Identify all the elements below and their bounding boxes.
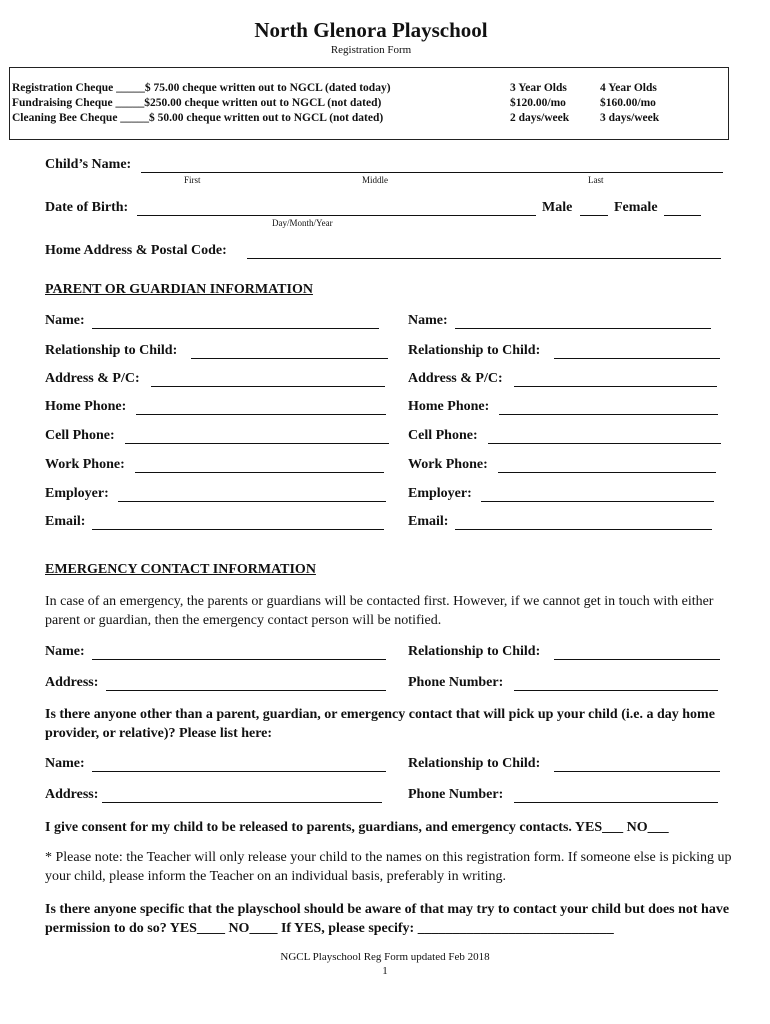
emergency-address-label: Address: [45,675,99,690]
parent1-address-label: Address & P/C: [45,371,140,386]
female-label: Female [614,200,658,215]
emergency-name-label: Name: [45,644,85,659]
pickup-relationship-field[interactable] [554,771,720,772]
three-year-label: 3 Year Olds [510,82,567,94]
parent2-name-label: Name: [408,313,448,328]
child-last-hint: Last [588,175,604,185]
parent1-cell-phone-label: Cell Phone: [45,428,115,443]
parent2-relationship-field[interactable] [554,358,720,359]
fees-box [9,67,729,140]
three-year-days: 2 days/week [510,112,570,124]
male-label: Male [542,200,573,215]
three-year-price: $120.00/mo [510,97,566,109]
parent1-work-phone-label: Work Phone: [45,457,125,472]
parent1-work-phone-field[interactable] [135,472,384,473]
dob-hint: Day/Month/Year [272,218,333,228]
parent1-cell-phone-field[interactable] [125,443,389,444]
pickup-relationship-label: Relationship to Child: [408,756,541,771]
four-year-label: 4 Year Olds [600,82,657,94]
child-name-field[interactable] [141,172,723,173]
emergency-heading: EMERGENCY CONTACT INFORMATION [45,562,316,577]
parent2-address-label: Address & P/C: [408,371,503,386]
parent1-employer-field[interactable] [118,501,386,502]
parent1-name-field[interactable] [92,328,379,329]
parent2-cell-phone-label: Cell Phone: [408,428,478,443]
parent2-home-phone-label: Home Phone: [408,399,490,414]
four-year-price: $160.00/mo [600,97,656,109]
parent1-email-label: Email: [45,514,86,529]
page-number: 1 [382,965,388,977]
child-first-hint: First [184,175,201,185]
four-year-days: 3 days/week [600,112,660,124]
female-field[interactable] [664,215,701,216]
pickup-address-label: Address: [45,787,99,802]
fee-line-registration: Registration Cheque _____$ 75.00 cheque written out to NGCL (dated today) [12,82,391,94]
parent2-email-field[interactable] [455,529,712,530]
emergency-intro: In case of an emergency, the parents or guardians will be contacted first. However, if we cannot get in touch with either parent or guardian, then the emergency contact person will be notified. [45,594,714,628]
parent-heading: PARENT OR GUARDIAN INFORMATION [45,282,313,297]
parent2-employer-label: Employer: [408,486,472,501]
parent2-work-phone-label: Work Phone: [408,457,488,472]
consent-statement: I give consent for my child to be released to parents, guardians, and emergency contacts. YES___ NO___ [45,820,669,835]
parent1-address-field[interactable] [151,386,385,387]
emergency-relationship-field[interactable] [554,659,720,660]
child-name-label: Child’s Name: [45,157,132,172]
release-note: * Please note: the Teacher will only release your child to the names on this registration form. If someone else is picking up your child, please inform the Teacher on an individual basis, preferably in writing. [45,850,732,884]
emergency-phone-field[interactable] [514,690,718,691]
page-title: North Glenora Playschool [254,18,488,42]
home-address-label: Home Address & Postal Code: [45,243,227,258]
parent2-home-phone-field[interactable] [499,414,718,415]
parent1-employer-label: Employer: [45,486,109,501]
child-middle-hint: Middle [362,175,388,185]
pickup-phone-label: Phone Number: [408,787,504,802]
parent2-email-label: Email: [408,514,449,529]
parent2-cell-phone-field[interactable] [488,443,721,444]
page-subtitle: Registration Form [330,44,412,56]
emergency-name-field[interactable] [92,659,386,660]
fee-line-fundraising: Fundraising Cheque _____$250.00 cheque written out to NGCL (not dated) [12,97,382,109]
emergency-phone-label: Phone Number: [408,675,504,690]
footer-text: NGCL Playschool Reg Form updated Feb 2018 [280,951,490,963]
parent1-home-phone-label: Home Phone: [45,399,127,414]
parent1-name-label: Name: [45,313,85,328]
parent2-address-field[interactable] [514,386,717,387]
emergency-relationship-label: Relationship to Child: [408,644,541,659]
parent2-relationship-label: Relationship to Child: [408,343,541,358]
pickup-phone-field[interactable] [514,802,718,803]
restriction-question: Is there anyone specific that the playschool should be aware of that may try to contact your child but does not have permission to do so? YES____ NO____ If YES, please specify: ____________________________ [45,902,730,936]
parent1-email-field[interactable] [92,529,384,530]
fee-line-cleaning: Cleaning Bee Cheque _____$ 50.00 cheque written out to NGCL (not dated) [12,112,384,124]
pickup-address-field[interactable] [102,802,382,803]
parent2-name-field[interactable] [455,328,711,329]
parent2-work-phone-field[interactable] [498,472,716,473]
male-field[interactable] [580,215,608,216]
parent1-relationship-field[interactable] [191,358,388,359]
home-address-field[interactable] [247,258,721,259]
pickup-name-label: Name: [45,756,85,771]
parent1-relationship-label: Relationship to Child: [45,343,178,358]
pickup-name-field[interactable] [92,771,386,772]
parent1-home-phone-field[interactable] [136,414,386,415]
dob-label: Date of Birth: [45,200,129,215]
dob-field[interactable] [137,215,536,216]
emergency-address-field[interactable] [106,690,386,691]
parent2-employer-field[interactable] [481,501,714,502]
pickup-question: Is there anyone other than a parent, guardian, or emergency contact that will pick up your child (i.e. a day home provider, or relative)? Please list here: [45,707,715,741]
